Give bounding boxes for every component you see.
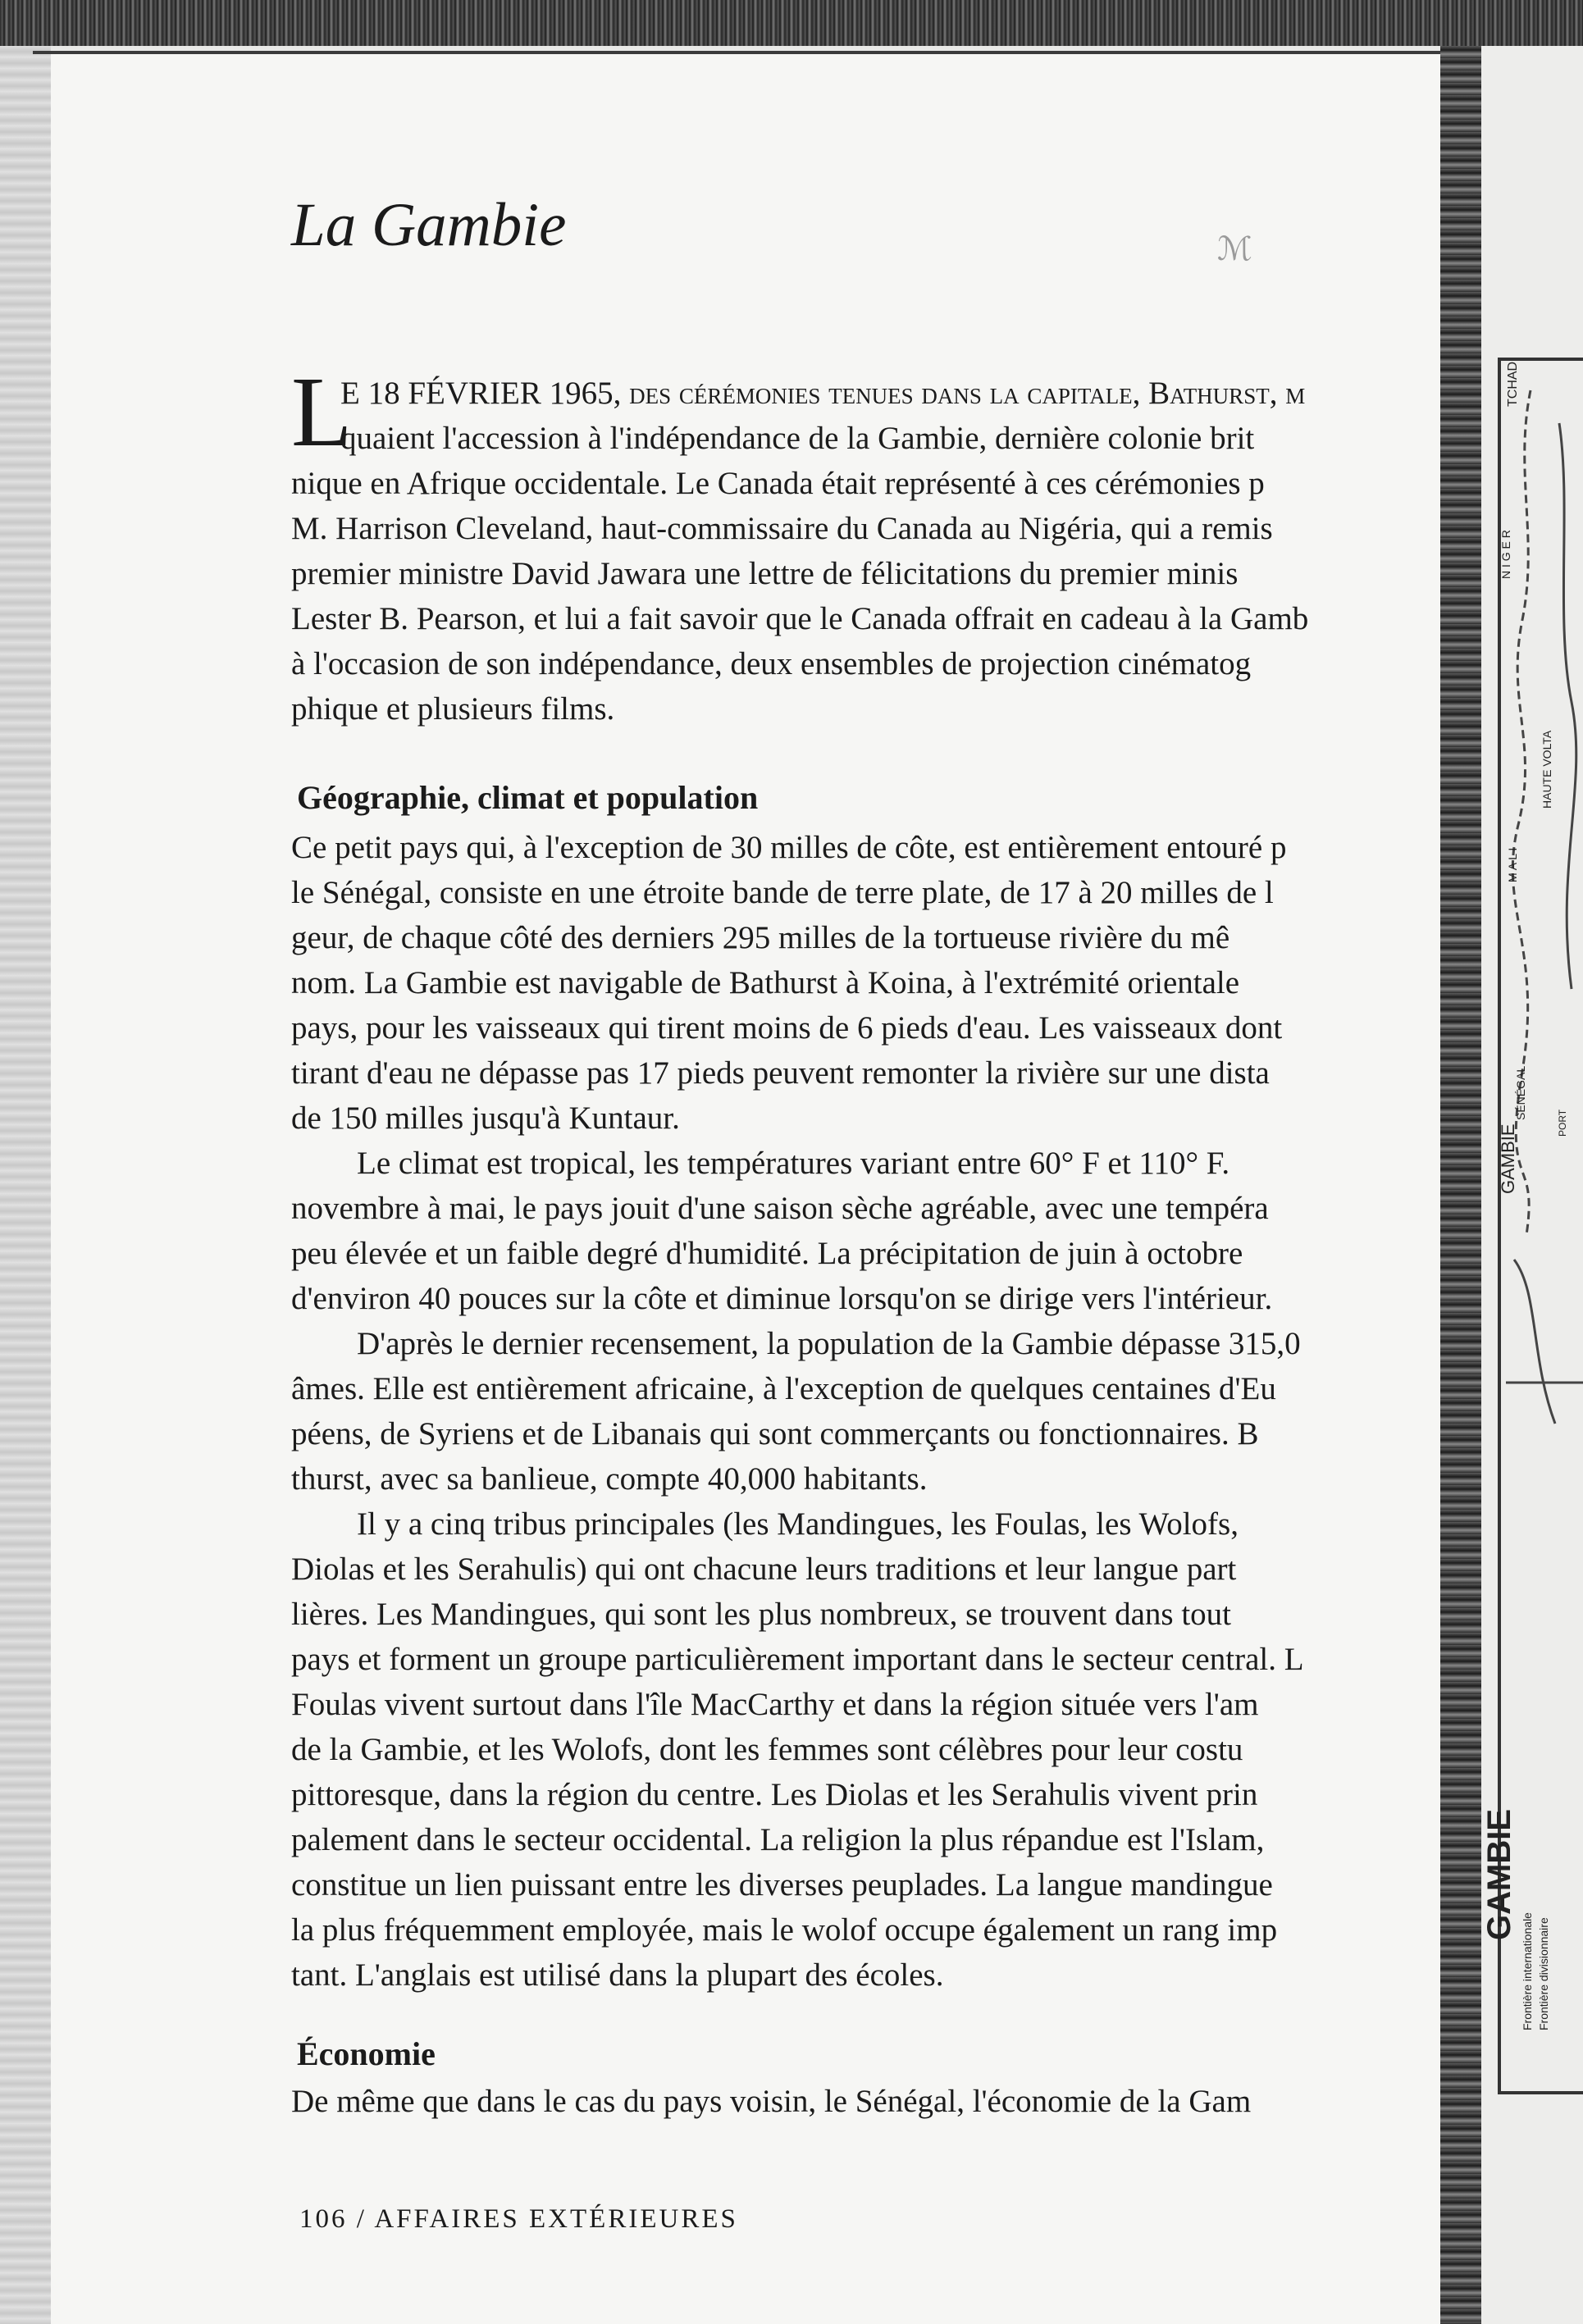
text-line: de la Gambie, et les Wolofs, dont les femmes sont célèbres pour leur costu: [291, 1732, 1243, 1767]
drop-cap: L: [291, 357, 353, 467]
map-label-mali: M A L I: [1506, 847, 1519, 882]
text-line: tant. L'anglais est utilisé dans la plupart des écoles.: [291, 1957, 944, 1993]
text-line: tirant d'eau ne dépasse pas 17 pieds peuvent remonter la rivière sur une dista: [291, 1055, 1270, 1091]
text-line: constitue un lien puissant entre les diverses peuplades. La langue mandingue: [291, 1867, 1273, 1902]
text-line: geur, de chaque côté des derniers 295 milles de la tortueuse rivière du mê: [291, 920, 1230, 955]
scan-top-band: [0, 0, 1583, 46]
left-page-edge: [0, 46, 51, 2324]
text-line: phique et plusieurs films.: [291, 691, 615, 727]
text-line: nique en Afrique occidentale. Le Canada était représenté à ces cérémonies p: [291, 466, 1265, 501]
top-rule: [33, 51, 1452, 54]
map-label-gambie-small: GAMBIE: [1498, 1123, 1518, 1194]
ornament-mark: ℳ: [1217, 230, 1252, 267]
text-line: péens, de Syriens et de Libanais qui sont commerçants ou fonctionnaires. B: [291, 1416, 1259, 1451]
page-footer: 106 / AFFAIRES EXTÉRIEURES: [299, 2204, 738, 2234]
map-label-senegal: SÉNÉGAL: [1514, 1065, 1527, 1120]
map-label-gambie-big: GAMBIE: [1481, 1809, 1517, 1940]
text-line: Foulas vivent surtout dans l'île MacCarthy et dans la région située vers l'am: [291, 1687, 1259, 1722]
text-line: peu élevée et un faible degré d'humidité. La précipitation de juin à octobre: [291, 1236, 1243, 1271]
page-title: La Gambie: [291, 191, 567, 259]
map-label-tchad: TCHAD: [1506, 361, 1520, 407]
text-line: à l'occasion de son indépendance, deux ensembles de projection cinématog: [291, 646, 1252, 681]
text-line: novembre à mai, le pays jouit d'une saison sèche agréable, avec une tempéra: [291, 1191, 1269, 1226]
text-line: lières. Les Mandingues, qui sont les plus nombreux, se trouvent dans tout: [291, 1597, 1232, 1632]
section-heading-geography: Géographie, climat et population: [297, 779, 759, 816]
text-line: le Sénégal, consiste en une étroite bande de terre plate, de 17 à 20 milles de l: [291, 875, 1274, 910]
paragraph-economy: [291, 2079, 1439, 2124]
text-line: thurst, avec sa banlieue, compte 40,000 habitants.: [291, 1461, 928, 1497]
book-gutter: [1440, 46, 1481, 2324]
text-line: Ce petit pays qui, à l'exception de 30 milles de côte, est entièrement entouré p: [291, 830, 1287, 865]
text-line: quaient l'accession à l'indépendance de la Gambie, dernière colonie brit: [340, 421, 1255, 456]
text-line: M. Harrison Cleveland, haut-commissaire du Canada au Nigéria, qui a remis: [291, 511, 1273, 546]
text-line: D'après le dernier recensement, la population de la Gambie dépasse 315,0: [357, 1326, 1301, 1361]
text-line: pittoresque, dans la région du centre. Les Diolas et les Serahulis vivent prin: [291, 1777, 1258, 1812]
text-line: la plus fréquemment employée, mais le wolof occupe également un rang imp: [291, 1912, 1278, 1948]
text-line: premier ministre David Jawara une lettre de félicitations du premier minis: [291, 556, 1239, 591]
section-heading-economy: Économie: [297, 2035, 436, 2072]
text-line: Il y a cinq tribus principales (les Mandingues, les Foulas, les Wolofs,: [357, 1506, 1239, 1542]
text-line: d'environ 40 pouces sur la côte et diminue lorsqu'on se dirige vers l'intérieur.: [291, 1281, 1273, 1316]
map-label-port: PORT: [1557, 1109, 1568, 1137]
text-line: Lester B. Pearson, et lui a fait savoir que le Canada offrait en cadeau à la Gamb: [291, 601, 1309, 636]
text-line: pays, pour les vaisseaux qui tirent moins de 6 pieds d'eau. Les vaisseaux dont: [291, 1010, 1283, 1046]
intro-paragraph: [291, 371, 1439, 731]
map-label-haute-volta: HAUTE VOLTA: [1540, 730, 1553, 809]
text-line: palement dans le secteur occidental. La religion la plus répandue est l'Islam,: [291, 1822, 1265, 1857]
text-line: De même que dans le cas du pays voisin, le Sénégal, l'économie de la Gam: [291, 2084, 1252, 2119]
map-fragment: [1481, 46, 1583, 2324]
map-legend-divisionnaire: Frontière divisionnaire: [1537, 1917, 1550, 2030]
text-line: nom. La Gambie est navigable de Bathurst à Koina, à l'extrémité orientale: [291, 965, 1240, 1000]
map-legend-international: Frontière internationale: [1521, 1912, 1534, 2030]
text-line: Le climat est tropical, les températures variant entre 60° F et 110° F.: [357, 1146, 1230, 1181]
text-line: de 150 milles jusqu'à Kuntaur.: [291, 1100, 680, 1136]
map-label-niger: N I G E R: [1499, 530, 1512, 579]
paragraph-geography: [291, 825, 1439, 1998]
text-line: Diolas et les Serahulis) qui ont chacune leurs traditions et leur langue part: [291, 1552, 1237, 1587]
text-line: E 18 FÉVRIER 1965, des cérémonies tenues dans la capitale, Bathurst, m: [340, 376, 1306, 411]
text-line: pays et forment un groupe particulièrement important dans le secteur central. L: [291, 1642, 1304, 1677]
text-line: âmes. Elle est entièrement africaine, à l'exception de quelques centaines d'Eu: [291, 1371, 1276, 1406]
